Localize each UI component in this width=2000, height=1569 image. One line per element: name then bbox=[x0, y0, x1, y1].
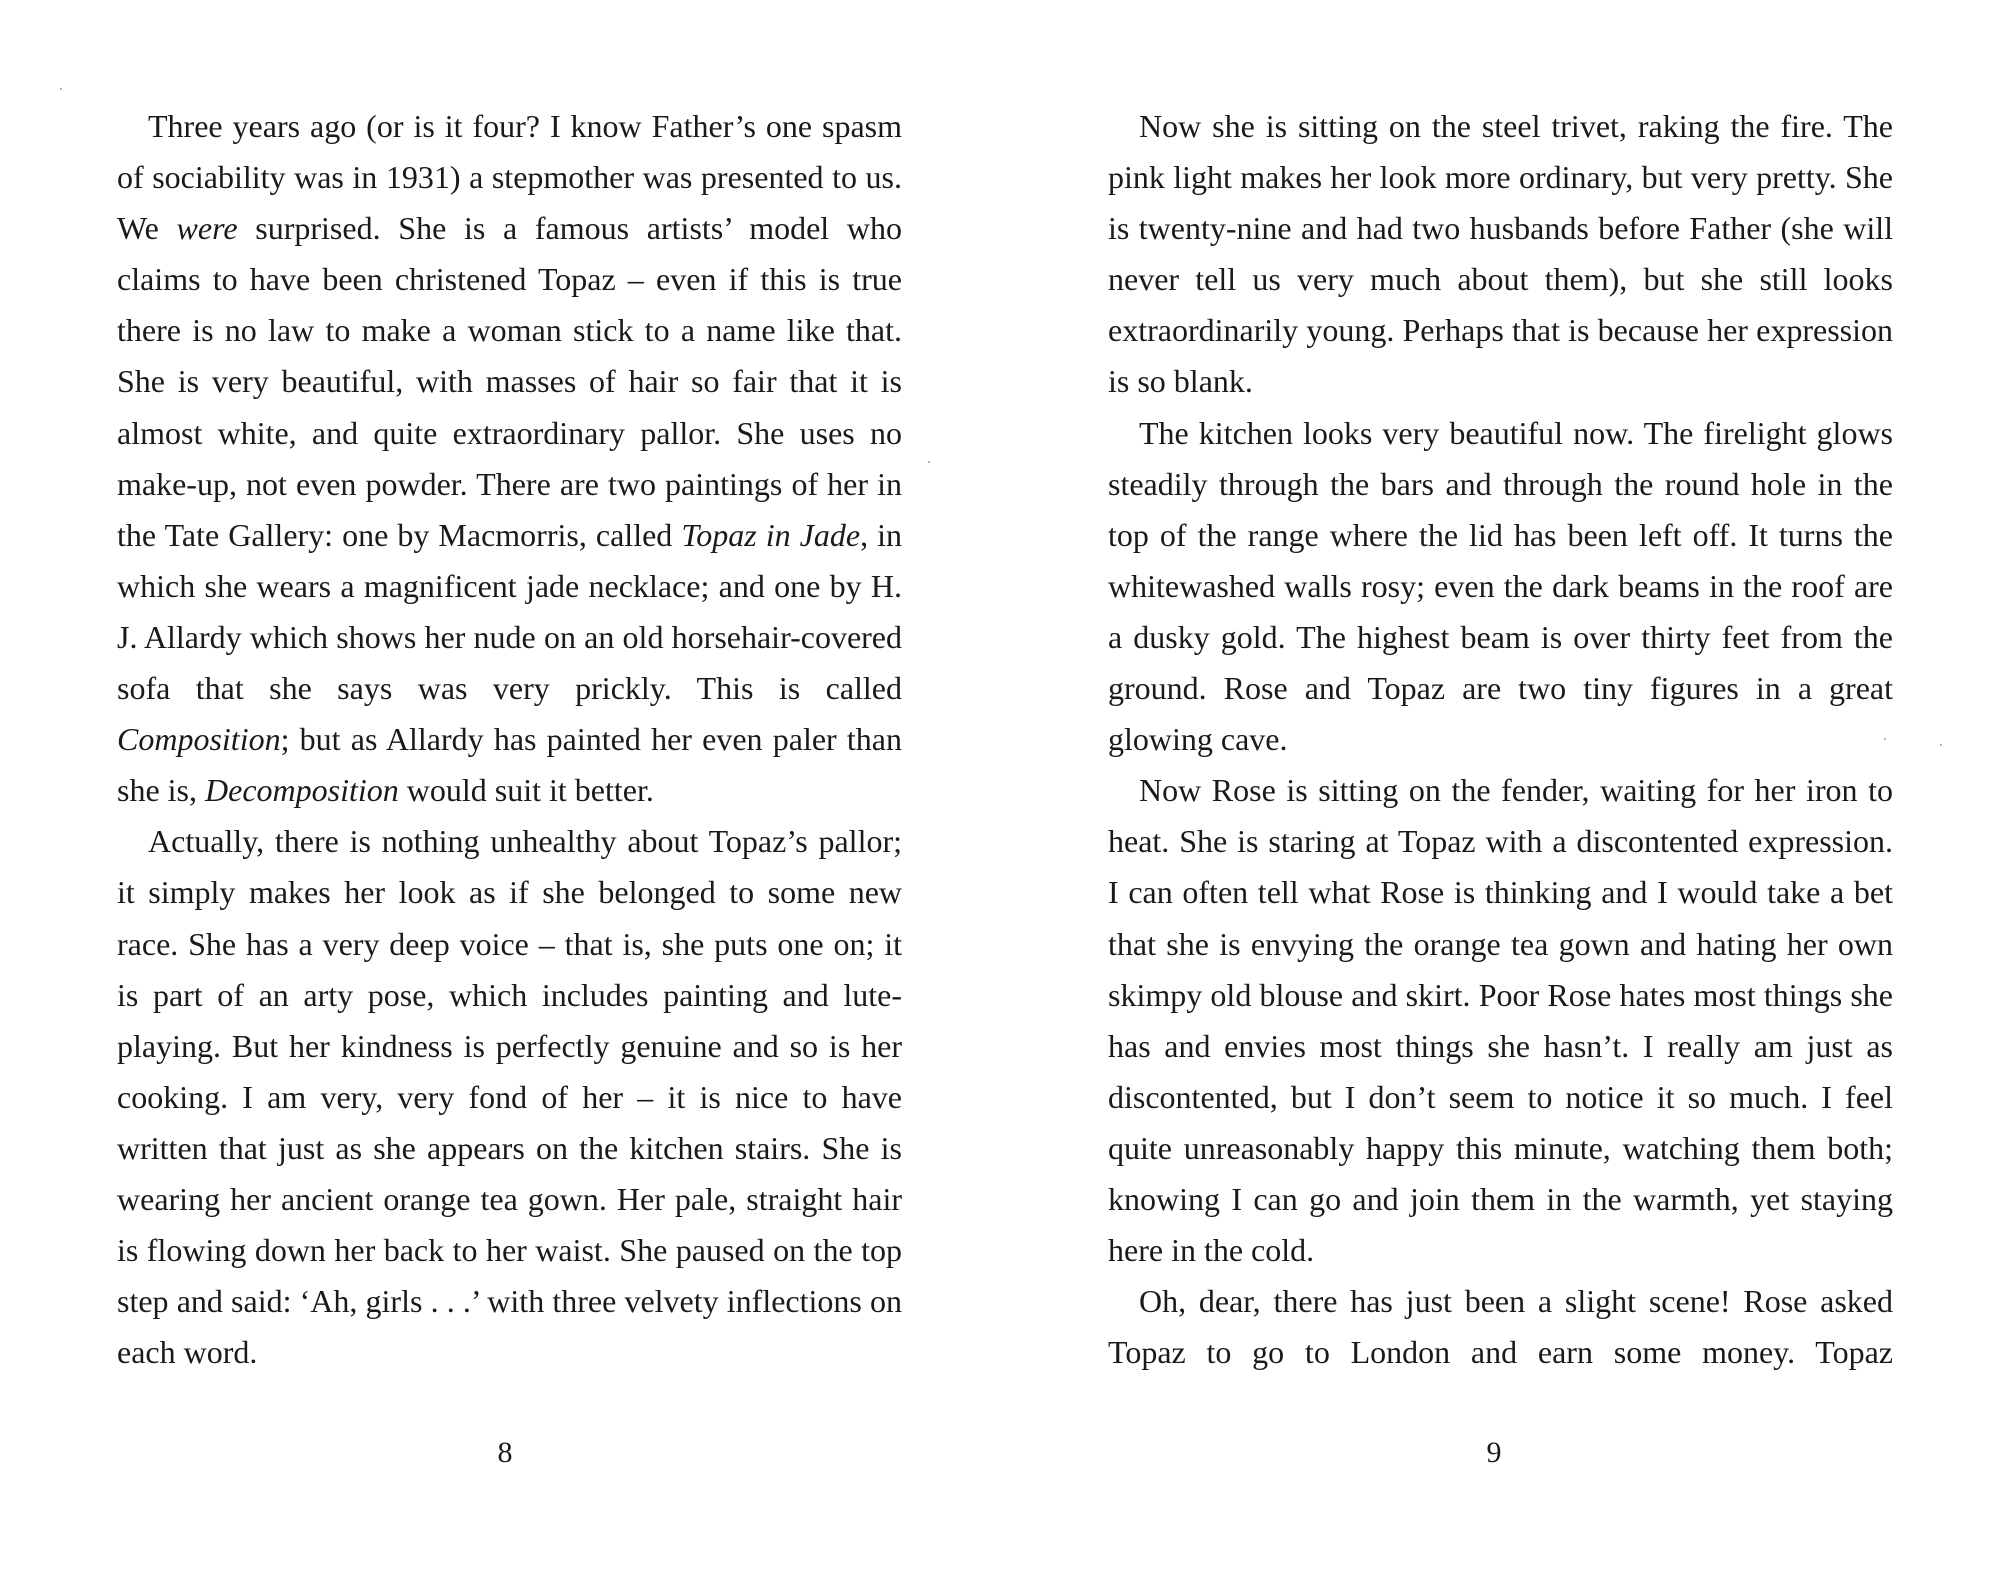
text-run: , in which she wears a magnificent jade necklace; and one by H. J. Allardy which shows her nude on an old horsehair-covered sofa that she says was very prickly. This is called bbox=[117, 516, 903, 707]
scan-speck bbox=[928, 461, 930, 463]
left-page-text bbox=[117, 101, 902, 1378]
text-run: would suit it better. bbox=[398, 772, 654, 809]
text-run: Oh, dear, there has just been a slight scene! Rose asked Topaz to go to London and earn some money. Topaz bbox=[1108, 1283, 1893, 1371]
left-paragraph-1 bbox=[117, 101, 902, 816]
text-run: surprised. She is a famous artists’ model who claims to have been christened Topaz – even if this is true there is no law to make a woman stick to a name like that. She is very beautiful, with masses of hair so fair that it is almost white, and quite extraordinary pallor. She uses no make-up, not even powder. There are two paintings of her in the Tate Gallery: one by Macmorris, called bbox=[117, 210, 903, 553]
right-paragraph-2 bbox=[1108, 408, 1893, 766]
text-run: ; but as Allardy has painted her even paler than she is, bbox=[117, 721, 902, 809]
text-run: The kitchen looks very beautiful now. The firelight glows steadily through the bars and through the round hole in the top of the range where the lid has been left off. It turns the whitewashed walls rosy; even the dark beams in the roof are a dusky gold. The highest beam is over thirty feet from the ground. Rose and Topaz are two tiny figures in a great glowing cave. bbox=[1108, 414, 1893, 758]
italic-text-run: Topaz in Jade bbox=[681, 516, 861, 553]
text-run: Now Rose is sitting on the fender, waiting for her iron to heat. She is staring at Topaz with a discontented expression. I can often tell what Rose is thinking and I would take a bet that she is envying the orange tea gown and hating her own skimpy old blouse and skirt. Poor Rose hates most things she has and envies most things she hasn’t. I really am just as discontented, but I don’t seem to notice it so much. I feel quite unreasonably happy this minute, watching them both; knowing I can go and join them in the warmth, yet staying here in the cold. bbox=[1108, 772, 1893, 1269]
right-paragraph-1 bbox=[1108, 101, 1893, 408]
text-run: Now she is sitting on the steel trivet, raking the fire. The pink light makes her look more ordinary, but very pretty. She is twenty-nine and had two husbands before Father (she will never tell us very much about them), but she still looks extraordinarily young. Perhaps that is because her expression is so blank. bbox=[1108, 108, 1893, 400]
left-paragraph-2 bbox=[117, 816, 902, 1378]
italic-text-run: Composition bbox=[117, 721, 281, 758]
right-page-number: 9 bbox=[1486, 1436, 1502, 1469]
scan-speck bbox=[60, 88, 62, 90]
right-paragraph-4 bbox=[1108, 1276, 1893, 1378]
right-page-text bbox=[1108, 101, 1893, 1378]
text-run: Actually, there is nothing unhealthy about Topaz’s pallor; it simply makes her look as if she belonged to some new race. She has a very deep voice – that is, she puts one on; it is part of an arty pose, which includes painting and lute-playing. But her kindness is perfectly genuine and so is her cooking. I am very, very fond of her – it is nice to have written that just as she appears on the kitchen stairs. She is wearing her ancient orange tea gown. Her pale, straight hair is flowing down her back to her waist. She paused on the top step and said: ‘Ah, girls . . .’ with three velvety inflections on each word. bbox=[117, 823, 902, 1371]
scan-speck bbox=[1884, 738, 1886, 740]
right-paragraph-3 bbox=[1108, 765, 1893, 1276]
left-page-number: 8 bbox=[497, 1436, 513, 1469]
scan-speck bbox=[1940, 744, 1942, 746]
italic-text-run: were bbox=[176, 210, 238, 247]
text-run: Three years ago (or is it four? I know Father’s one spasm of sociability was in 1931) a stepmother was presented to us. We bbox=[117, 108, 902, 247]
italic-text-run: Decomposition bbox=[205, 772, 399, 809]
